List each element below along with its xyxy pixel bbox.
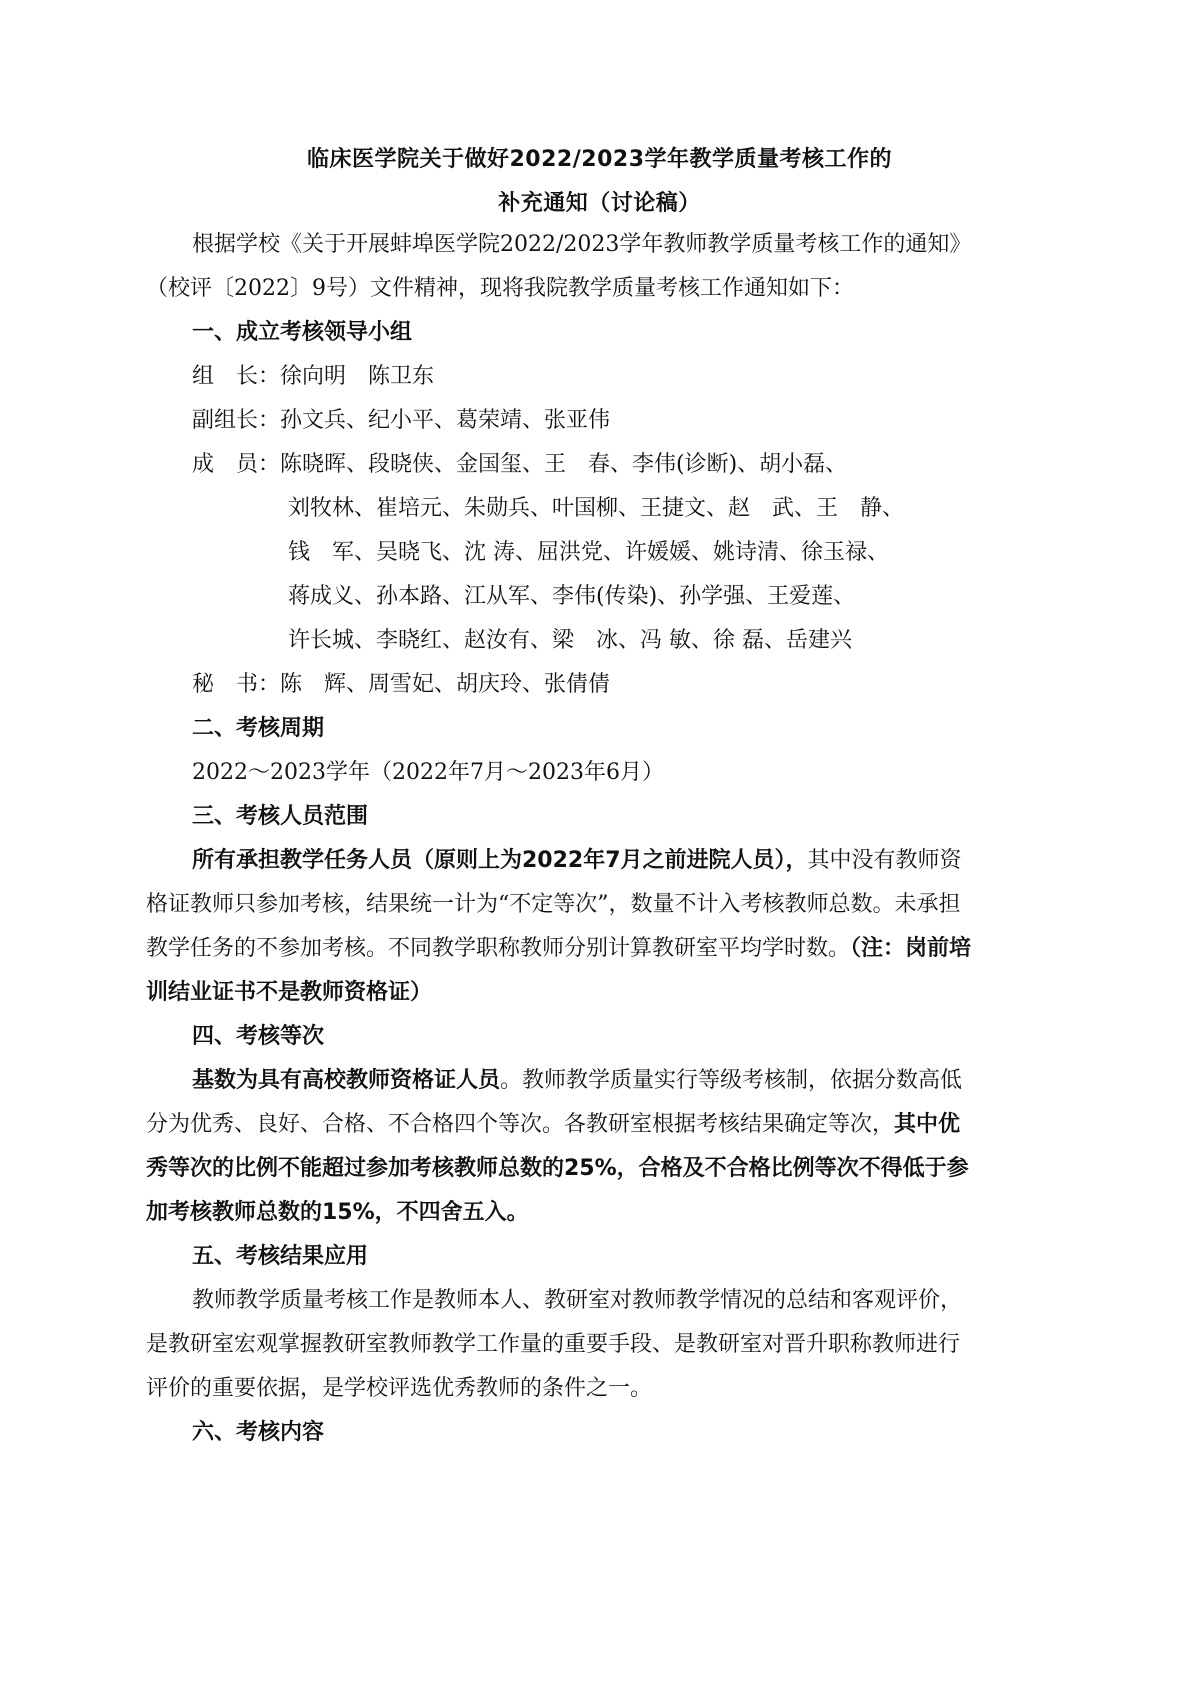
scope-line-3 xyxy=(146,934,971,964)
deputy-line: 副组长：孙文兵、纪小平、葛荣靖、张亚伟 xyxy=(192,408,611,433)
grade-line-1-rest: 。教师教学质量实行等级考核制，依据分数高低 xyxy=(500,1068,963,1093)
section-1-heading: 一、成立考核领导小组 xyxy=(192,320,413,345)
intro-line-2: （校评〔2022〕9号）文件精神，现将我院教学质量考核工作通知如下： xyxy=(146,276,854,301)
scope-line-1-bold: 所有承担教学任务人员（原则上为2022年7月之前进院人员）， xyxy=(192,848,808,873)
scope-line-1 xyxy=(192,846,962,876)
grade-line-4: 加考核教师总数的15%，不四舍五入。 xyxy=(146,1200,529,1225)
scope-line-3-normal: 教学任务的不参加考核。不同教学职称教师分别计算教研室平均学时数。 xyxy=(146,936,851,961)
doc-title-line2: 补充通知（讨论稿） xyxy=(498,191,701,216)
section-6-heading: 六、考核内容 xyxy=(192,1420,325,1445)
leader-line: 组 长：徐向明 陈卫东 xyxy=(192,364,435,389)
application-line-2: 是教研室宏观掌握教研室教师教学工作量的重要手段、是教研室对晋升职称教师进行 xyxy=(146,1332,961,1357)
application-line-3: 评价的重要依据，是学校评选优秀教师的条件之一。 xyxy=(146,1376,653,1401)
doc-title-line1: 临床医学院关于做好2022/2023学年教学质量考核工作的 xyxy=(307,147,892,172)
section-2-heading: 二、考核周期 xyxy=(192,716,325,741)
grade-line-1-bold: 基数为具有高校教师资格证人员 xyxy=(192,1068,501,1093)
secretary-line: 秘 书：陈 辉、周雪妃、胡庆玲、张倩倩 xyxy=(192,672,611,697)
scope-line-4: 训结业证书不是教师资格证） xyxy=(146,980,433,1005)
scope-line-1-rest: 其中没有教师资 xyxy=(807,848,962,873)
period-text: 2022～2023学年（2022年7月～2023年6月） xyxy=(192,760,664,785)
scope-line-3-bold: （注：岗前培 xyxy=(850,936,972,961)
members-line-4: 蒋成义、孙本路、江从军、李伟(传染)、孙学强、王爱莲、 xyxy=(288,584,856,609)
grade-line-1 xyxy=(192,1066,962,1096)
grade-line-2-bold: 其中优 xyxy=(894,1112,961,1137)
section-4-heading: 四、考核等次 xyxy=(192,1024,325,1049)
grade-line-2-normal: 分为优秀、良好、合格、不合格四个等次。各教研室根据考核结果确定等次， xyxy=(146,1112,895,1137)
intro-line-1: 根据学校《关于开展蚌埠医学院2022/2023学年教师教学质量考核工作的通知》 xyxy=(192,232,972,257)
grade-line-2 xyxy=(146,1110,960,1140)
members-line-5: 许长城、李晓红、赵汝有、梁 冰、冯 敏、徐 磊、岳建兴 xyxy=(288,628,852,653)
grade-line-3: 秀等次的比例不能超过参加考核教师总数的25%，合格及不合格比例等次不得低于参 xyxy=(146,1156,969,1181)
section-3-heading: 三、考核人员范围 xyxy=(192,804,369,829)
application-line-1: 教师教学质量考核工作是教师本人、教研室对教师教学情况的总结和客观评价， xyxy=(192,1288,963,1313)
members-line-2: 刘牧林、崔培元、朱勋兵、叶国柳、王捷文、赵 武、王 静、 xyxy=(288,496,905,521)
members-line-3: 钱 军、吴晓飞、沈 涛、屈洪党、许媛媛、姚诗清、徐玉禄、 xyxy=(288,540,889,565)
members-line-1: 成 员：陈晓晖、段晓侠、金国玺、王 春、李伟(诊断)、胡小磊、 xyxy=(192,452,848,477)
section-5-heading: 五、考核结果应用 xyxy=(192,1244,369,1269)
scope-line-2: 格证教师只参加考核，结果统一计为“不定等次”，数量不计入考核教师总数。未承担 xyxy=(146,892,961,917)
